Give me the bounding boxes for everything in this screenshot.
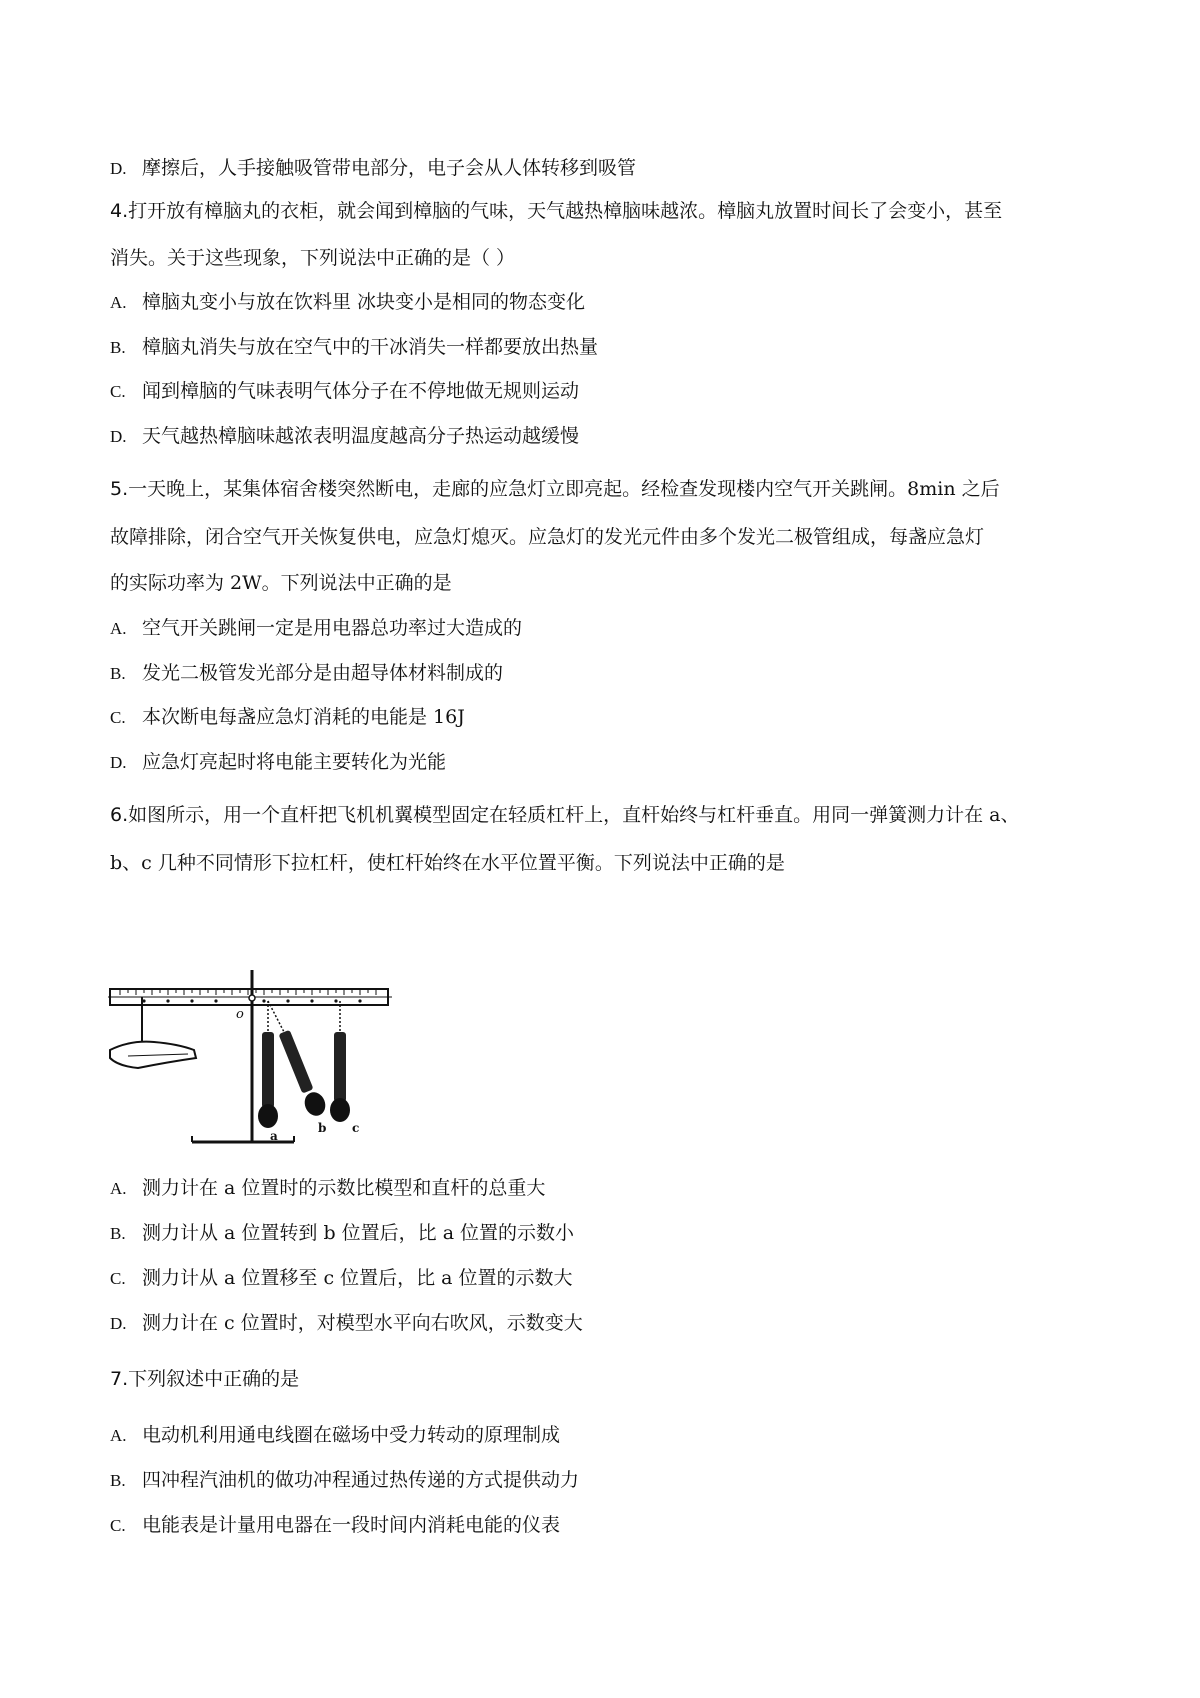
option-text: 天气越热樟脑味越浓表明温度越高分子热运动越缓慢 <box>142 425 580 447</box>
label-b: b <box>318 1121 327 1135</box>
airplane-wing-model <box>110 997 196 1068</box>
q5-option-b <box>110 658 1110 689</box>
spring-balance-a <box>258 1001 278 1128</box>
question-number: 5. <box>110 478 129 500</box>
option-letter: D. <box>110 1314 127 1333</box>
q6-option-d <box>110 1308 1110 1339</box>
q3-option-d <box>110 153 1110 184</box>
question-number: 7. <box>110 1368 129 1390</box>
option-letter: C. <box>110 708 126 727</box>
q7-option-c <box>110 1510 1110 1541</box>
option-text: 樟脑丸变小与放在饮料里 冰块变小是相同的物态变化 <box>142 291 586 313</box>
question-stem: 消失。关于这些现象，下列说法中正确的是（ ） <box>110 247 516 269</box>
option-letter: C. <box>110 382 126 401</box>
q6-stem-line-2 <box>110 848 1110 878</box>
option-text: 测力计从 a 位置转到 b 位置后，比 a 位置的示数小 <box>142 1222 575 1244</box>
question-stem: 如图所示，用一个直杆把飞机机翼模型固定在轻质杠杆上，直杆始终与杠杆垂直。用同一弹簧测力计在 a、 <box>128 804 1020 826</box>
q7-option-b <box>110 1465 1110 1496</box>
option-text: 电动机利用通电线圈在磁场中受力转动的原理制成 <box>142 1424 561 1446</box>
q4-stem-line-1 <box>110 196 1110 226</box>
q6-option-a <box>110 1173 1110 1204</box>
option-letter: D. <box>110 753 127 772</box>
option-letter: A. <box>110 1179 127 1198</box>
question-stem: b、c 几种不同情形下拉杠杆，使杠杆始终在水平位置平衡。下列说法中正确的是 <box>110 852 785 874</box>
question-stem: 故障排除，闭合空气开关恢复供电，应急灯熄灭。应急灯的发光元件由多个发光二极管组成，每盏应急灯 <box>110 526 985 548</box>
option-text: 应急灯亮起时将电能主要转化为光能 <box>142 751 447 773</box>
label-c: c <box>352 1121 360 1135</box>
option-letter: A. <box>110 1426 127 1445</box>
option-text: 摩擦后，人手接触吸管带电部分，电子会从人体转移到吸管 <box>142 157 637 179</box>
question-number: 4. <box>110 200 129 222</box>
pivot-label: o <box>236 1007 244 1022</box>
q5-option-d <box>110 747 1110 778</box>
option-letter: D. <box>110 427 127 446</box>
q5-stem-line-2 <box>110 522 1110 552</box>
q6-option-b <box>110 1218 1110 1249</box>
q4-option-d <box>110 421 1110 452</box>
q5-stem-line-3 <box>110 568 1110 598</box>
option-letter: B. <box>110 1471 126 1490</box>
option-letter: B. <box>110 664 126 683</box>
question-number: 6. <box>110 804 129 826</box>
option-text: 本次断电每盏应急灯消耗的电能是 16J <box>142 706 465 728</box>
question-stem: 打开放有樟脑丸的衣柜，就会闻到樟脑的气味，天气越热樟脑味越浓。樟脑丸放置时间长了会变小，甚至 <box>128 200 1003 222</box>
lever-figure <box>108 966 394 1152</box>
option-letter: C. <box>110 1516 126 1535</box>
option-letter: C. <box>110 1269 126 1288</box>
q7-option-a <box>110 1420 1110 1451</box>
question-stem: 的实际功率为 2W。下列说法中正确的是 <box>110 572 452 594</box>
q4-option-a <box>110 287 1110 318</box>
question-stem: 一天晚上，某集体宿舍楼突然断电，走廊的应急灯立即亮起。经检查发现楼内空气开关跳闸。8min 之后 <box>128 478 1000 500</box>
option-letter: A. <box>110 293 127 312</box>
q6-stem-line-1 <box>110 800 1110 830</box>
option-letter: D. <box>110 159 127 178</box>
option-text: 发光二极管发光部分是由超导体材料制成的 <box>142 662 504 684</box>
option-text: 电能表是计量用电器在一段时间内消耗电能的仪表 <box>142 1514 561 1536</box>
label-a: a <box>270 1129 278 1143</box>
q4-option-b <box>110 332 1110 363</box>
option-text: 测力计从 a 位置移至 c 位置后，比 a 位置的示数大 <box>142 1267 573 1289</box>
option-letter: A. <box>110 619 127 638</box>
question-stem: 下列叙述中正确的是 <box>128 1368 300 1390</box>
spring-balance-b <box>268 1001 329 1119</box>
option-letter: B. <box>110 338 126 357</box>
q7-stem-line-1 <box>110 1364 1110 1394</box>
option-text: 空气开关跳闸一定是用电器总功率过大造成的 <box>142 617 523 639</box>
q4-option-c <box>110 376 1110 407</box>
option-text: 闻到樟脑的气味表明气体分子在不停地做无规则运动 <box>142 380 580 402</box>
q6-option-c <box>110 1263 1110 1294</box>
spring-balance-c <box>330 1001 350 1122</box>
q5-stem-line-1 <box>110 474 1110 504</box>
option-text: 樟脑丸消失与放在空气中的干冰消失一样都要放出热量 <box>142 336 599 358</box>
q4-stem-line-2 <box>110 243 1110 273</box>
q5-option-a <box>110 613 1110 644</box>
option-letter: B. <box>110 1224 126 1243</box>
q5-option-c <box>110 702 1110 733</box>
option-text: 四冲程汽油机的做功冲程通过热传递的方式提供动力 <box>142 1469 580 1491</box>
option-text: 测力计在 a 位置时的示数比模型和直杆的总重大 <box>142 1177 546 1199</box>
option-text: 测力计在 c 位置时，对模型水平向右吹风，示数变大 <box>142 1312 583 1334</box>
